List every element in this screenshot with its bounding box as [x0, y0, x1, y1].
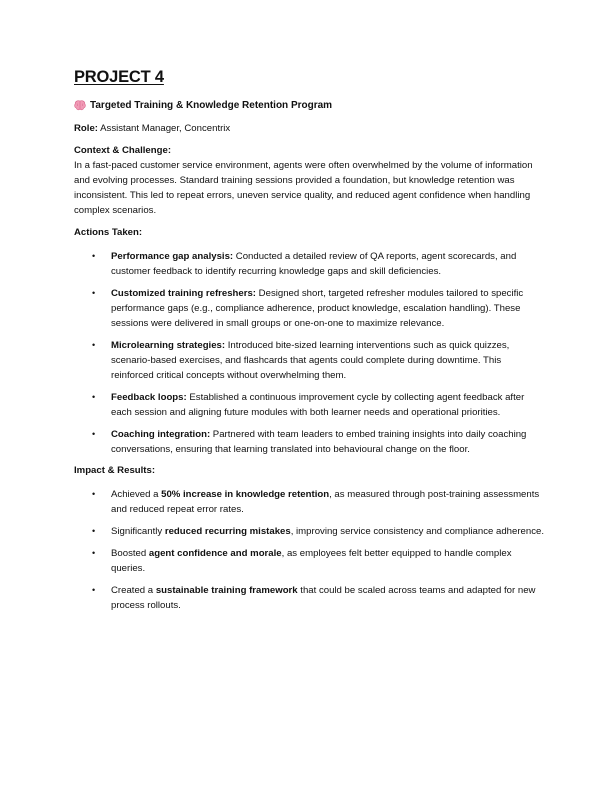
list-item — [74, 487, 544, 517]
program-title-line — [74, 100, 544, 111]
action-title: Performance gap analysis: — [111, 251, 234, 262]
bullet: • — [92, 288, 96, 298]
bullet: • — [92, 526, 96, 536]
action-title: Coaching integration: — [111, 429, 211, 440]
action-text: Introduced bite-sized learning interventions such as quick quizzes, scenario-based exercises, and flashcards that agents could complete during downtime. This reinforced critical concepts without overwhelming them. — [111, 340, 510, 381]
action-title: Feedback loops: — [111, 392, 187, 403]
list-item — [74, 427, 544, 457]
bullet: • — [92, 548, 96, 558]
bullet: • — [92, 429, 96, 439]
action-text: Partnered with team leaders to embed training insights into daily coaching conversations, ensuring that learning translated into behavioural change on the floor. — [111, 429, 527, 455]
impact-pre: Boosted — [111, 548, 149, 559]
impact-highlight: sustainable training framework — [155, 585, 298, 596]
bullet: • — [92, 340, 96, 350]
action-text: Conducted a detailed review of QA reports, agent scorecards, and customer feedback to identify recurring knowledge gaps and skill deficiencies. — [111, 251, 517, 277]
list-item — [74, 286, 544, 331]
action-text: Established a continuous improvement cycle by collecting agent feedback after each session and aligning future modules with both learner needs and operational priorities. — [111, 392, 525, 418]
impact-list — [74, 487, 544, 613]
impact-heading: Impact & Results: — [74, 465, 156, 476]
project-title: PROJECT 4 — [74, 68, 164, 86]
program-title: Targeted Training & Knowledge Retention Program — [90, 100, 333, 111]
bullet: • — [92, 585, 96, 595]
list-item — [74, 524, 544, 539]
impact-post: , improving service consistency and compliance adherence. — [290, 526, 545, 537]
role-label: Role: — [74, 123, 98, 134]
impact-pre: Significantly — [111, 526, 165, 537]
document-page — [74, 68, 544, 620]
impact-highlight: agent confidence and morale — [148, 548, 282, 559]
actions-heading: Actions Taken: — [74, 227, 143, 238]
actions-list — [74, 249, 544, 457]
impact-post: , as employees felt better equipped to handle complex queries. — [111, 548, 512, 574]
brain-icon — [74, 100, 86, 111]
list-item — [74, 583, 544, 613]
impact-highlight: reduced recurring mistakes — [164, 526, 291, 537]
context-heading: Context & Challenge: — [74, 145, 172, 156]
role-line — [74, 121, 544, 136]
bullet: • — [92, 251, 96, 261]
impact-post: , as measured through post-training assessments and reduced repeat error rates. — [111, 489, 540, 515]
role-value: Assistant Manager, Concentrix — [97, 123, 231, 134]
impact-highlight: 50% increase in knowledge retention — [161, 489, 330, 500]
action-title: Customized training refreshers: — [111, 288, 257, 299]
list-item — [74, 546, 544, 576]
list-item — [74, 390, 544, 420]
impact-pre: Created a — [111, 585, 156, 596]
list-item — [74, 338, 544, 383]
impact-pre: Achieved a — [111, 489, 162, 500]
bullet: • — [92, 489, 96, 499]
context-paragraph: In a fast-paced customer service environment, agents were often overwhelmed by the volume of information and evolving processes. Standard training sessions provided a foundation, but knowledge retention was inconsistent. This led to repeat errors, uneven service quality, and reduced agent confidence when handling complex scenarios. — [74, 160, 533, 216]
impact-post: that could be scaled across teams and adapted for new process rollouts. — [111, 585, 536, 611]
action-text: Designed short, targeted refresher modules tailored to specific performance gaps (e.g., compliance adherence, product knowledge, escalation handling). These sessions were delivered in small groups or one-on-one to maximize relevance. — [111, 288, 524, 329]
list-item — [74, 249, 544, 279]
bullet: • — [92, 392, 96, 402]
action-title: Microlearning strategies: — [111, 340, 226, 351]
